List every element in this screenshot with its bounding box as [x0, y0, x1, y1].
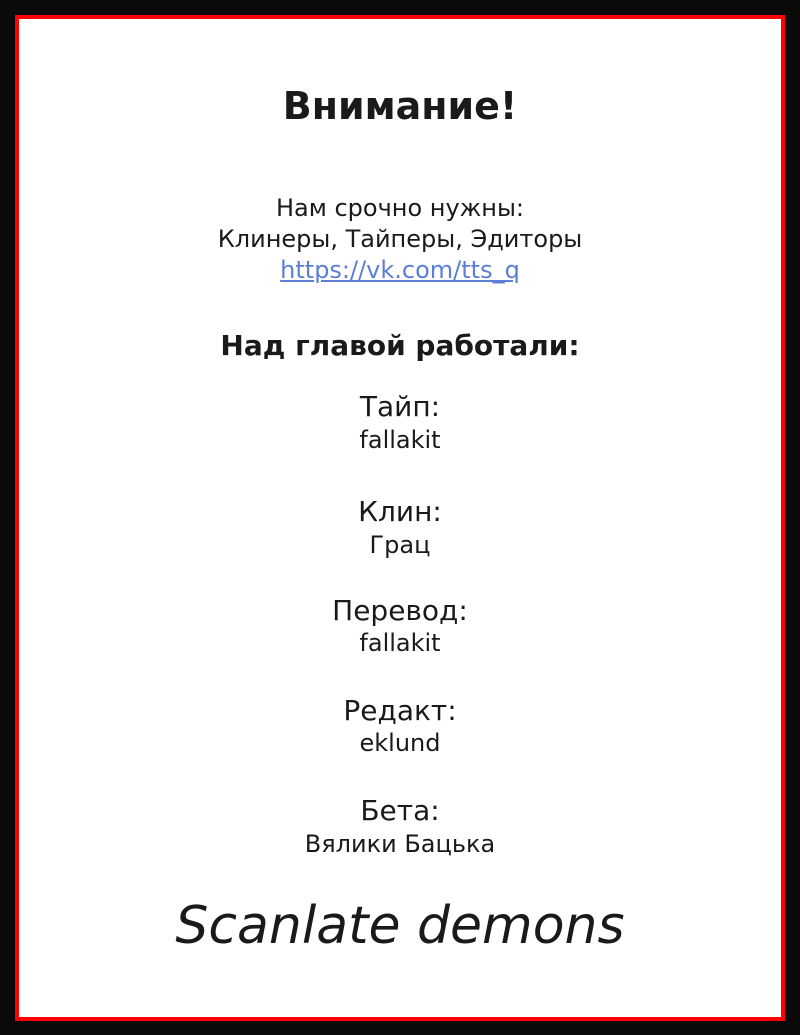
credit-name: Вялики Бацька: [304, 830, 496, 858]
credit-name: eklund: [359, 729, 441, 757]
recruitment-line-1: Нам срочно нужны:: [275, 194, 525, 222]
credit-role: Клин:: [358, 495, 442, 528]
vk-link[interactable]: https://vk.com/tts_q: [280, 256, 520, 284]
credit-role: Редакт:: [343, 694, 457, 727]
recruitment-line-2: Клинеры, Тайперы, Эдиторы: [217, 225, 583, 253]
page-title: Внимание!: [282, 84, 518, 128]
team-signature: Scanlate demons: [175, 896, 625, 956]
credit-role: Бета:: [360, 794, 440, 827]
credits-heading: Над главой работали:: [220, 329, 580, 362]
credit-name: fallakit: [359, 629, 441, 657]
recruitment-notice: [0, 193, 800, 286]
credit-role: Перевод:: [332, 594, 468, 627]
credit-name: fallakit: [359, 426, 441, 454]
credit-role: Тайп:: [359, 390, 441, 423]
credit-name: Грац: [369, 531, 431, 559]
